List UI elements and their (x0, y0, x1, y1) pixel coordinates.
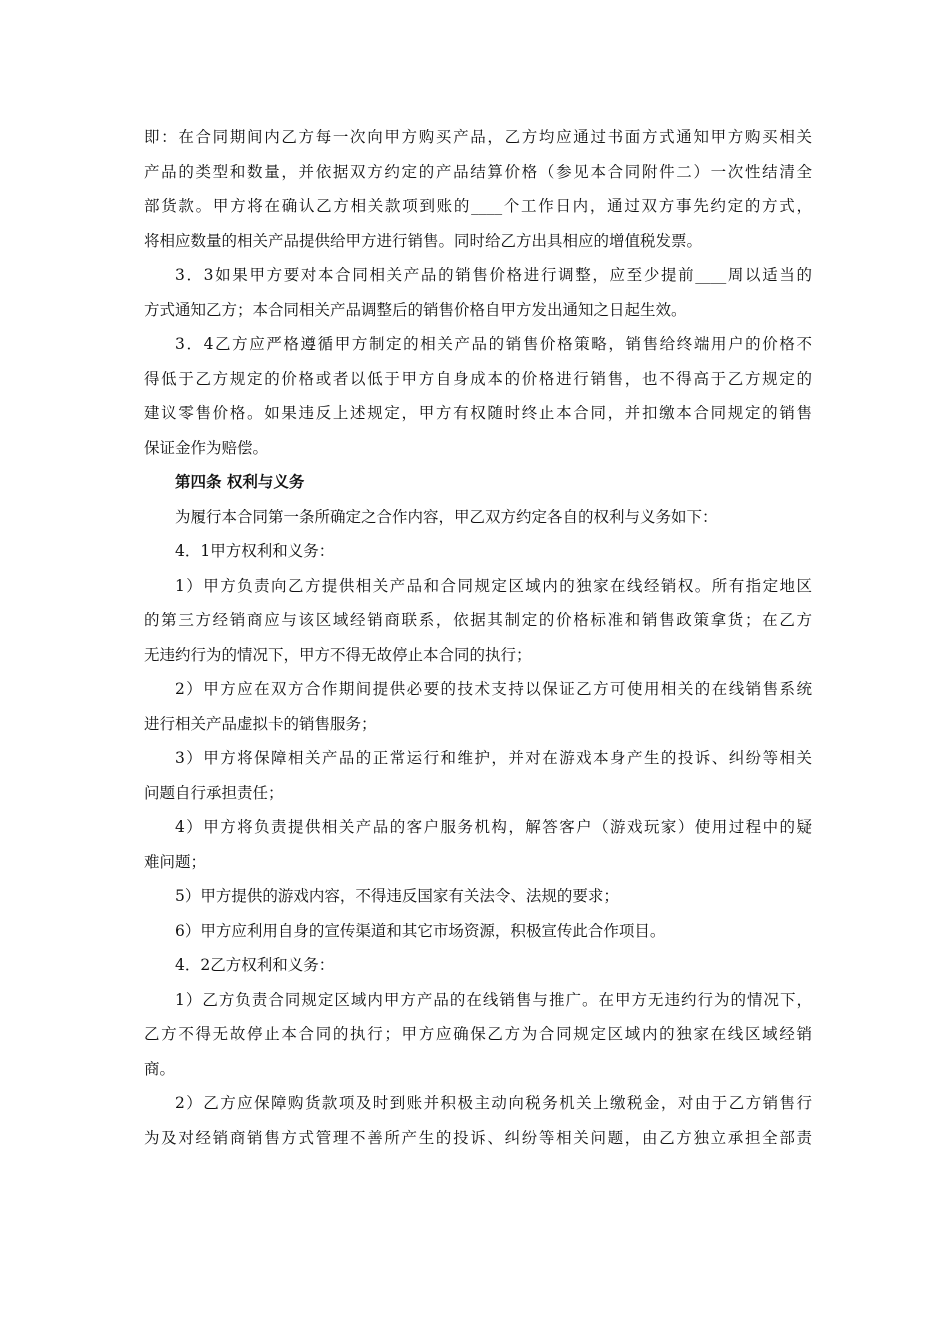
paragraph-4-1-item-2 (144, 672, 812, 741)
paragraph-4-2-item-1 (144, 983, 812, 1087)
text-line: 问题自行承担责任； (144, 783, 284, 802)
section-4-1-title: 4．1甲方权利和义务： (175, 542, 335, 560)
paragraph-4-1-item-4 (144, 810, 812, 879)
document-page (144, 120, 812, 1155)
text-line: 1）甲方负责向乙方提供相关产品和合同规定区域内的独家在线经销权。所有指定地区 (175, 576, 812, 595)
paragraph-3-3 (144, 258, 812, 327)
text-line: 乙方不得无故停止本合同的执行；甲方应确保乙方为合同规定区域内的独家在线区域经销 (144, 1025, 812, 1043)
paragraph-4-1-item-5: 5）甲方提供的游戏内容，不得违反国家有关法令、法规的要求； (175, 887, 619, 905)
text-line: 建议零售价格。如果违反上述规定，甲方有权随时终止本合同，并扣缴本合同规定的销售 (144, 404, 812, 422)
text-line: 3．3如果甲方要对本合同相关产品的销售价格进行调整，应至少提前____周以适当的 (175, 266, 812, 284)
text-line: 产品的类型和数量，并依据双方约定的产品结算价格（参见本合同附件二）一次性结清全 (144, 162, 812, 181)
text-line: 2）甲方应在双方合作期间提供必要的技术支持以保证乙方可使用相关的在线销售系统 (175, 680, 812, 698)
text-line: 的第三方经销商应与该区域经销商联系，依据其制定的价格标准和销售政策拿货；在乙方 (144, 611, 812, 629)
text-line: 4）甲方将负责提供相关产品的客户服务机构，解答客户（游戏玩家）使用过程中的疑 (175, 818, 812, 836)
paragraph-4-2-item-2 (144, 1086, 812, 1155)
text-line: 1）乙方负责合同规定区域内甲方产品的在线销售与推广。在甲方无违约行为的情况下， (175, 990, 812, 1009)
paragraph-4-1-item-3 (144, 741, 812, 810)
paragraph-3-2-continued (144, 120, 812, 258)
paragraph-3-4 (144, 327, 812, 465)
text-line: 保证金作为赔偿。 (144, 438, 269, 457)
paragraph-4-intro: 为履行本合同第一条所确定之合作内容，甲乙双方约定各自的权利与义务如下： (175, 507, 718, 526)
text-line: 2）乙方应保障购货款项及时到账并积极主动向税务机关上缴税金，对由于乙方销售行 (175, 1094, 812, 1112)
text-line: 商。 (144, 1059, 176, 1078)
section-4-2-title: 4．2乙方权利和义务： (175, 956, 335, 974)
paragraph-4-1-item-1 (144, 569, 812, 673)
text-line: 得低于乙方规定的价格或者以低于甲方自身成本的价格进行销售，也不得高于乙方规定的 (144, 369, 812, 388)
text-line: 即：在合同期间内乙方每一次向甲方购买产品，乙方均应通过书面方式通知甲方购买相关 (144, 128, 812, 146)
text-line: 3．4乙方应严格遵循甲方制定的相关产品的销售价格策略，销售给终端用户的价格不 (175, 335, 812, 353)
text-line: 进行相关产品虚拟卡的销售服务； (144, 714, 377, 733)
text-line: 部货款。甲方将在确认乙方相关款项到账的____个工作日内，通过双方事先约定的方式， (144, 197, 812, 215)
text-line: 将相应数量的相关产品提供给甲方进行销售。同时给乙方出具相应的增值税发票。 (144, 231, 703, 250)
text-line: 难问题； (144, 852, 207, 871)
text-line: 为及对经销商销售方式管理不善所产生的投诉、纠纷等相关问题，由乙方独立承担全部责 (144, 1128, 812, 1147)
text-line: 3）甲方将保障相关产品的正常运行和维护，并对在游戏本身产生的投诉、纠纷等相关 (175, 749, 812, 767)
text-line: 方式通知乙方；本合同相关产品调整后的销售价格自甲方发出通知之日起生效。 (144, 300, 687, 319)
paragraph-4-1-item-6: 6）甲方应利用自身的宣传渠道和其它市场资源，积极宣传此合作项目。 (175, 921, 666, 940)
text-line: 无违约行为的情况下，甲方不得无故停止本合同的执行； (144, 645, 532, 664)
article-4-heading: 第四条 权利与义务 (175, 472, 305, 491)
